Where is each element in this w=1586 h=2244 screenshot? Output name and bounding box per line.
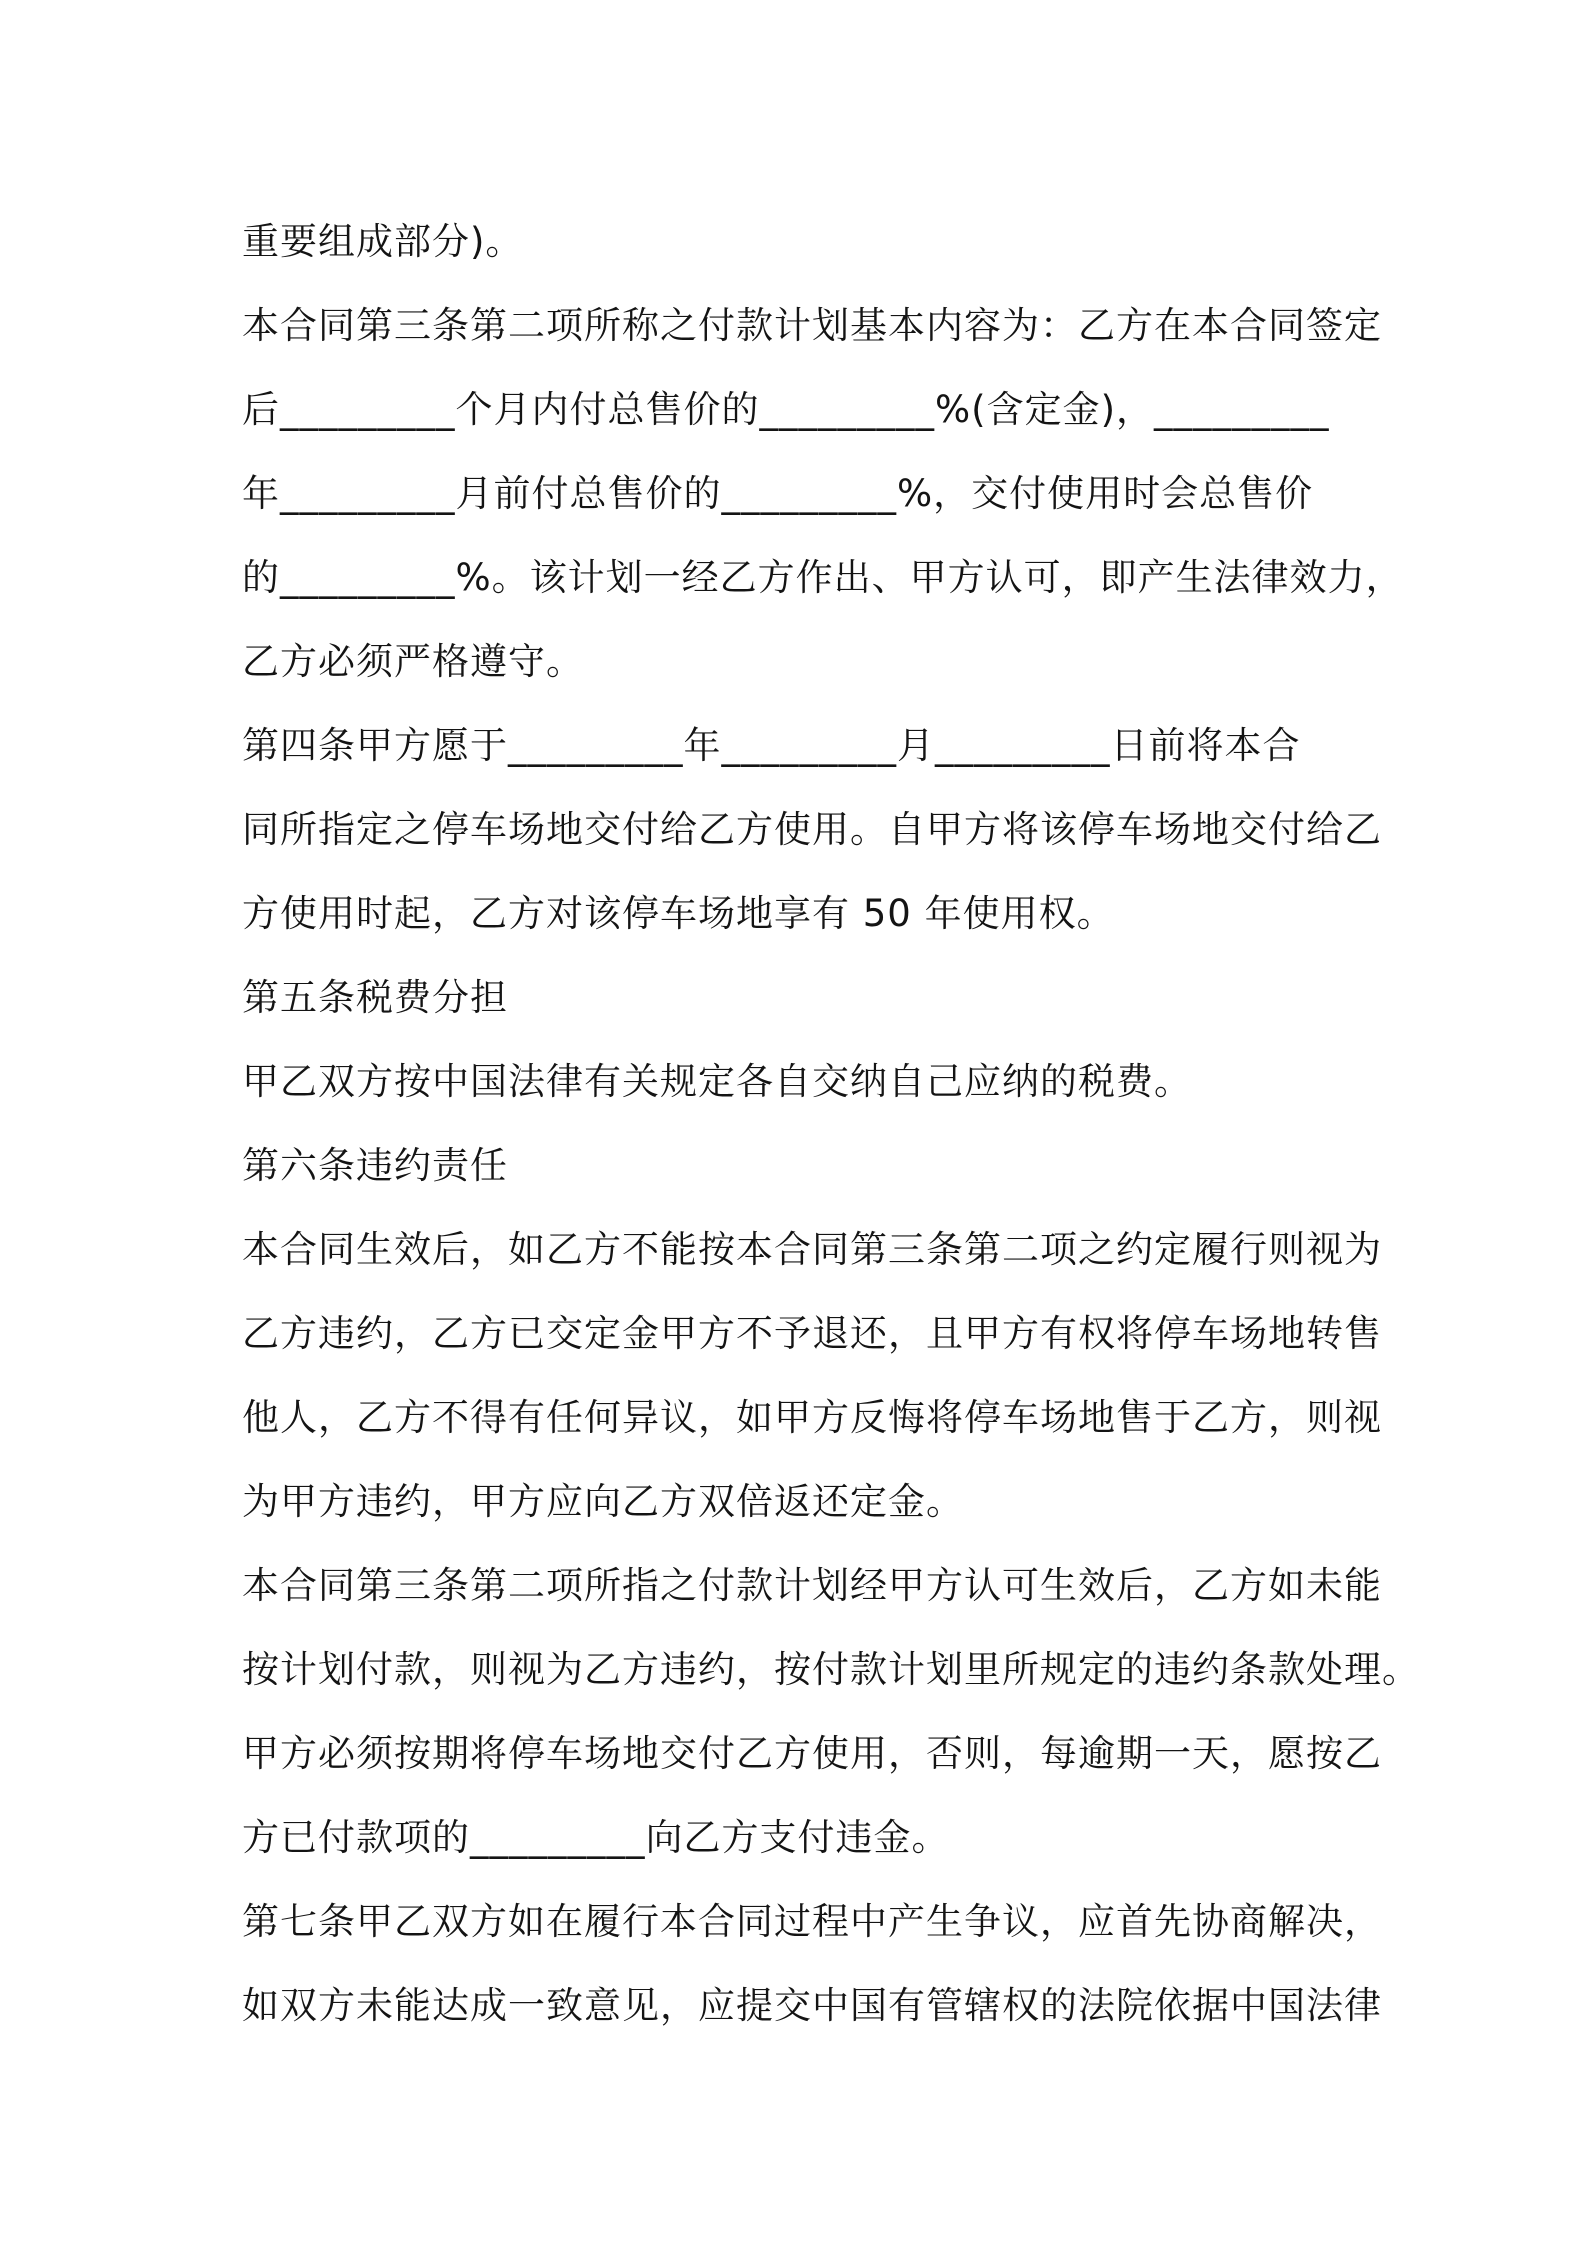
- text-line: 方已付款项的_________向乙方支付违金。: [242, 1816, 950, 1859]
- text-line: 甲方必须按期将停车场地交付乙方使用，否则，每逾期一天，愿按乙: [242, 1732, 1382, 1775]
- text-line: 方使用时起，乙方对该停车场地享有 50 年使用权。: [242, 892, 1115, 935]
- text-line: 他人，乙方不得有任何异议，如甲方反悔将停车场地售于乙方，则视: [242, 1396, 1382, 1439]
- text-line: 的_________%。该计划一经乙方作出、甲方认可，即产生法律效力，: [242, 556, 1404, 599]
- text-line: 本合同第三条第二项所指之付款计划经甲方认可生效后，乙方如未能: [242, 1564, 1382, 1607]
- text-line: 如双方未能达成一致意见，应提交中国有管辖权的法院依据中国法律: [242, 1984, 1382, 2027]
- text-line: 后_________个月内付总售价的_________%(含定金)，_________: [242, 388, 1330, 431]
- text-line: 乙方必须严格遵守。: [242, 640, 584, 683]
- text-line: 第四条甲方愿于_________年_________月_________日前将本合: [242, 724, 1301, 767]
- text-line: 按计划付款，则视为乙方违约，按付款计划里所规定的违约条款处理。: [242, 1648, 1420, 1691]
- section-heading: 第六条违约责任: [242, 1144, 508, 1187]
- text-line: 甲乙双方按中国法律有关规定各自交纳自己应纳的税费。: [242, 1060, 1192, 1103]
- text-line: 年_________月前付总售价的_________%，交付使用时会总售价: [242, 472, 1314, 515]
- text-line: 本合同第三条第二项所称之付款计划基本内容为：乙方在本合同签定: [242, 304, 1382, 347]
- text-line: 乙方违约，乙方已交定金甲方不予退还，且甲方有权将停车场地转售: [242, 1312, 1382, 1355]
- text-line: 为甲方违约，甲方应向乙方双倍返还定金。: [242, 1480, 964, 1523]
- text-line: 第七条甲乙双方如在履行本合同过程中产生争议，应首先协商解决，: [242, 1900, 1382, 1943]
- text-line: 同所指定之停车场地交付给乙方使用。自甲方将该停车场地交付给乙: [242, 808, 1382, 851]
- section-heading: 第五条税费分担: [242, 976, 508, 1019]
- text-line: 重要组成部分)。: [242, 220, 524, 263]
- document-body: [242, 200, 1420, 2048]
- text-line: 本合同生效后，如乙方不能按本合同第三条第二项之约定履行则视为: [242, 1228, 1382, 1271]
